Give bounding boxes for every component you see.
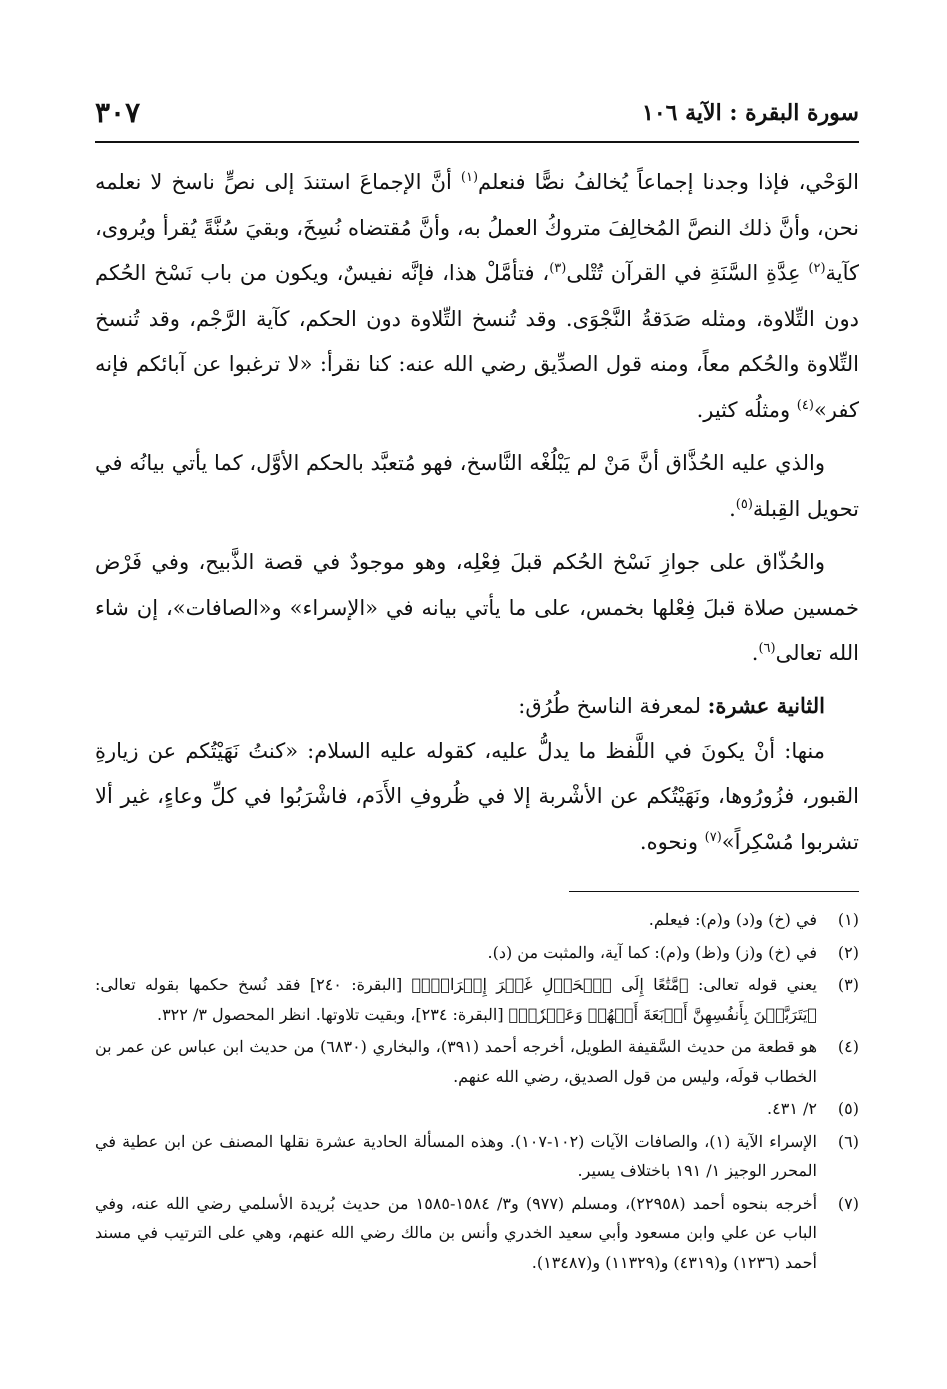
footnote-ref[interactable]: (٤) (796, 397, 814, 413)
footnote-ref[interactable]: (٣) (549, 261, 567, 276)
text-run: ، فتأمَّلْ هذا، فإنَّه نفيسٌ، ويكون من باب نَسْخ الحُكم دون التِّلاوة، ومثله صَدَقةُ النَّجْوَى. وقد تُنسخ التِّلاوة دون الحكم، كآية الرَّجْم، وقد تُنسخ التِّلاوة والحُكم معاً، ومنه قول الصدِّيق رضي الله عنه: كنا نقرأ: «لا ترغبوا عن آبائكم فإنه كفر» (95, 261, 859, 422)
text-run: أنَّ الإجماعَ استندَ إلى نصٍّ ناسخ لا نعلمه نحن، وأنَّ ذلك النصَّ المُخالِفَ متروكُ العملُ به، وأنَّ مُقتضاه نُسِخَ، وبقيَ سُنَّةً يُقرأ ويُروى، كآية (95, 170, 860, 285)
footnote-text: أخرجه بنحوه أحمد (٢٢٩٥٨)، ومسلم (٩٧٧) و٣/ ١٥٨٤-١٥٨٥ من حديث بُريدة الأسلمي رضي الله عنه، وفي الباب عن علي وابن مسعود وأبي سعيد الخدري وأنس بن مالك رضي الله عنهم، وهي على الترتيب في مسند أحمد (١٢٣٦) و(٤٣١٩) و(١١٣٢٩) و(١٣٤٨٧). (95, 1193, 818, 1272)
footnote-number: (٣) (837, 975, 859, 994)
footnote-4 (95, 1032, 859, 1091)
footnote-2 (95, 938, 859, 968)
footnotes (95, 905, 859, 1277)
footnote-text: في (خ) و(ز) و(ظ) و(م): كما آية، والمثبت من (د). (487, 942, 817, 962)
section-title: لمعرفة الناسخ طُرُق: (518, 693, 708, 718)
footnote-6 (95, 1127, 859, 1186)
footnote-text: ٢/ ٤٣١. (767, 1099, 817, 1118)
footnote-separator (569, 891, 859, 892)
surah-verse-heading: سورة البقرة : الآية ١٠٦ (642, 100, 859, 126)
footnote-text: في (خ) و(د) و(م): فيعلم. (648, 910, 817, 929)
footnote-1 (95, 905, 859, 935)
footnote-text: يعني قوله تعالى: ﴿مَّتَٰعًا إِلَى ٱلۡحَوۡلِ غَيۡرَ إِخۡرَاجٖۚ﴾ [البقرة: ٢٤٠] فقد نُسخ حكمها بقوله تعالى: ﴿يَتَرَبَّصۡنَ بِأَنفُسِهِنَّ أَرۡبَعَةَ أَشۡهُرٖ وَعَشۡرٗاۖ﴾ [البقرة: ٢٣٤]، وبقيت تلاوتها. انظر المحصول ٣/ ٣٢٢. (95, 975, 817, 1024)
footnote-text: هو قطعة من حديث السَّقيفة الطويل، أخرجه أحمد (٣٩١)، والبخاري (٦٨٣٠) من حديث ابن عباس عن عمر بن الخطاب قولَه، وليس من قول الصديق، رضي الله عنهم. (95, 1037, 818, 1086)
text-run: عِدَّةِ السَّنَةِ في القرآن تُتْلى (566, 261, 809, 285)
text-run: والذي عليه الحُذَّاق أنَّ مَنْ لم يَبْلُغْه النَّاسخ، فهو مُتعبَّد بالحكم الأوَّل، كما يأتي بيانُه في تحويل القِبلة (95, 451, 859, 521)
paragraph-ways-of-knowing (95, 729, 859, 866)
footnote-ref[interactable]: (٢) (808, 261, 826, 276)
footnote-number: (١) (837, 910, 859, 929)
text-run: منها: أنْ يكونَ في اللَّفظ ما يدلُّ عليه، كقوله عليه السلام: «كنتُ نَهَيْتُكم عن زيارةِ القبور، فزُورُوها، ونَهَيْتُكم عن الأشْربة إلا في ظُروفِ الأَدَم، فاشْرَبُوا في كلِّ وعاءٍ، غير ألا تشربوا مُسْكِراً» (95, 738, 859, 854)
paragraph-hudhdhaq-abrogator (95, 441, 859, 532)
section-label: الثانية عشرة: (707, 692, 825, 718)
running-header (95, 96, 859, 136)
text-run: . (751, 641, 759, 665)
page-number: ٣٠٧ (95, 96, 141, 129)
text-run: . (729, 496, 736, 521)
text-run: والحُذّاق على جوازِ نَسْخ الحُكم قبلَ فِعْلِه، وهو موجودٌ في قصة الذَّبيح، وفي فَرْض خمسين صلاة قبلَ فِعْلها بخمس، على ما يأتي بيانه في «الإسراء» و«الصافات»، إن شاء الله تعالى (95, 550, 859, 665)
footnote-number: (٤) (837, 1037, 859, 1056)
footnote-text: الإسراء الآية (١)، والصافات الآيات (١٠٢-١٠٧). وهذه المسألة الحادية عشرة نقلها المصنف عن ابن عطية في المحرر الوجيز ١/ ١٩١ باختلاف يسير. (95, 1131, 818, 1180)
footnote-ref[interactable]: (٥) (735, 496, 753, 512)
footnote-ref[interactable]: (٧) (704, 829, 722, 845)
text-run: الوَحْي، فإذا وجدنا إجماعاً يُخالفُ نصًّا فنعلم (478, 170, 859, 194)
footnote-number: (٧) (837, 1193, 859, 1213)
footnote-number: (٢) (837, 942, 859, 962)
footnote-ref[interactable]: (١) (460, 170, 479, 185)
main-text (95, 160, 859, 865)
paragraph-abrogation-before-action (95, 540, 859, 677)
section-heading-twelfth (95, 683, 859, 729)
footnote-number: (٥) (837, 1099, 859, 1118)
text-run: ونحوه. (639, 829, 705, 854)
text-run: ومثلُه كثير. (696, 397, 797, 422)
footnote-3 (95, 970, 859, 1029)
footnote-number: (٦) (837, 1131, 859, 1151)
header-rule (95, 141, 859, 143)
paragraph-abrogation-consensus (95, 160, 859, 433)
footnote-7 (95, 1189, 859, 1278)
footnote-ref[interactable]: (٦) (758, 641, 776, 656)
footnote-5 (95, 1094, 859, 1124)
